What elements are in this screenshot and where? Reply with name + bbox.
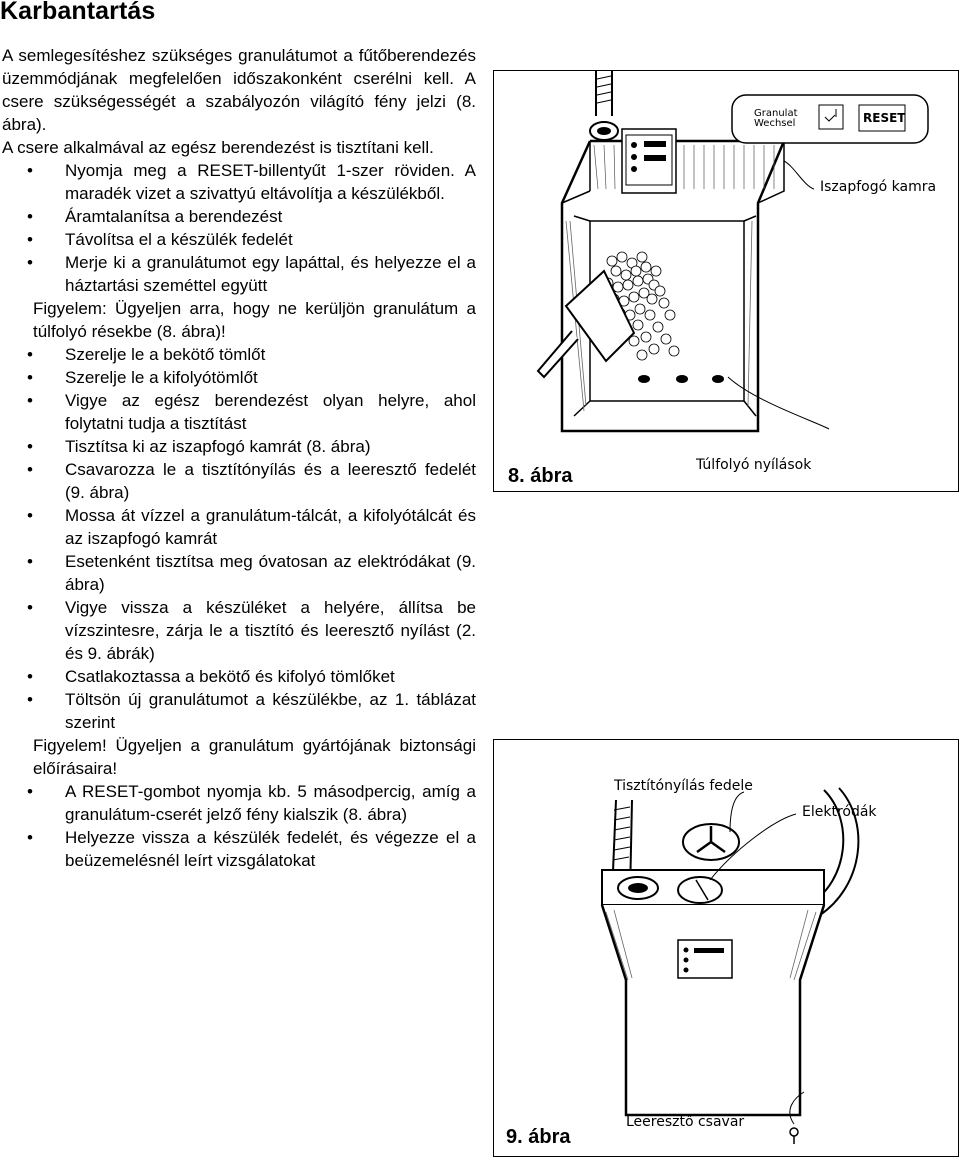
figure-8 xyxy=(493,70,959,492)
warning-label: Figyelem! xyxy=(33,736,107,755)
figure-8-caption: 8. ábra xyxy=(508,465,573,487)
step-item: • Csatlakoztassa a bekötő és kifolyó tömlőket xyxy=(2,665,476,688)
reset-button-label: RESET xyxy=(863,111,906,125)
intro-paragraph: A semlegesítéshez szükséges granulátumot a fűtőberendezés üzemmódjának megfelelően időszakonként cserélni kell. A csere szükségességét a szabályozón világító fény jelzi (8. ábra). xyxy=(2,46,476,134)
step-item: • Nyomja meg a RESET-billentyűt 1-szer röviden. A maradék vizet a szivattyú eltávolítja a készülékből. xyxy=(2,159,476,205)
steps-list-1 xyxy=(2,159,476,297)
panel-label-granulat: Granulat xyxy=(754,108,798,119)
step-item: • Merje ki a granulátumot egy lapáttal, és helyezze el a háztartási szeméttel együtt xyxy=(2,251,476,297)
figure-9-illustration xyxy=(494,740,958,1156)
label-cleaning-cover: Tisztítónyílás fedele xyxy=(614,778,753,794)
warning-note-2 xyxy=(2,734,476,780)
step-item: • Szerelje le a bekötő tömlőt xyxy=(2,343,476,366)
figure-9-caption: 9. ábra xyxy=(506,1126,571,1148)
intro-paragraph: A csere alkalmával az egész berendezést is tisztítani kell. xyxy=(2,138,434,157)
step-item: • Szerelje le a kifolyótömlőt xyxy=(2,366,476,389)
warning-note-1 xyxy=(2,297,476,343)
figure-8-illustration xyxy=(494,71,958,491)
page-title: Karbantartás xyxy=(0,0,156,25)
instructions-column xyxy=(2,44,476,872)
step-item: • Mossa át vízzel a granulátum-tálcát, a kifolyótálcát és az iszapfogó kamrát xyxy=(2,504,476,550)
step-item: • Tisztítsa ki az iszapfogó kamrát (8. ábra) xyxy=(2,435,476,458)
label-electrodes: Elektródák xyxy=(802,804,877,820)
warning-text: Ügyeljen a granulátum gyártójának biztonsági előírásaira! xyxy=(33,736,476,778)
step-item: • Esetenként tisztítsa meg óvatosan az elektródákat (9. ábra) xyxy=(2,550,476,596)
steps-list-3 xyxy=(2,780,476,872)
warning-label: Figyelem: xyxy=(33,299,107,318)
step-item: • Vigye az egész berendezést olyan helyre, ahol folytatni tudja a tisztítást xyxy=(2,389,476,435)
label-sludge-chamber: Iszapfogó kamra xyxy=(820,179,937,195)
label-drain-screw: Leeresztő csavar xyxy=(626,1114,745,1130)
step-item: • Vigye vissza a készüléket a helyére, állítsa be vízszintesre, zárja le a tisztító és leeresztő nyílást (2. és 9. ábrák) xyxy=(2,596,476,665)
step-item: • A RESET-gombot nyomja kb. 5 másodpercig, amíg a granulátum-cserét jelző fény kialszik (8. ábra) xyxy=(2,780,476,826)
step-item: • Csavarozza le a tisztítónyílás és a leeresztő fedelét (9. ábra) xyxy=(2,458,476,504)
steps-list-2 xyxy=(2,343,476,734)
step-item: • Áramtalanítsa a berendezést xyxy=(2,205,476,228)
figure-9 xyxy=(493,739,959,1157)
label-overflow-openings: Túlfolyó nyílások xyxy=(696,457,812,473)
step-item: • Helyezze vissza a készülék fedelét, és végezze el a beüzemelésnél leírt vizsgálatokat xyxy=(2,826,476,872)
step-item: • Távolítsa el a készülék fedelét xyxy=(2,228,476,251)
step-item: • Töltsön új granulátumot a készülékbe, az 1. táblázat szerint xyxy=(2,688,476,734)
warning-text: Ügyeljen arra, hogy ne kerüljön granulátum a túlfolyó résekbe (8. ábra)! xyxy=(33,299,476,341)
panel-label-wechsel: Wechsel xyxy=(754,118,796,129)
